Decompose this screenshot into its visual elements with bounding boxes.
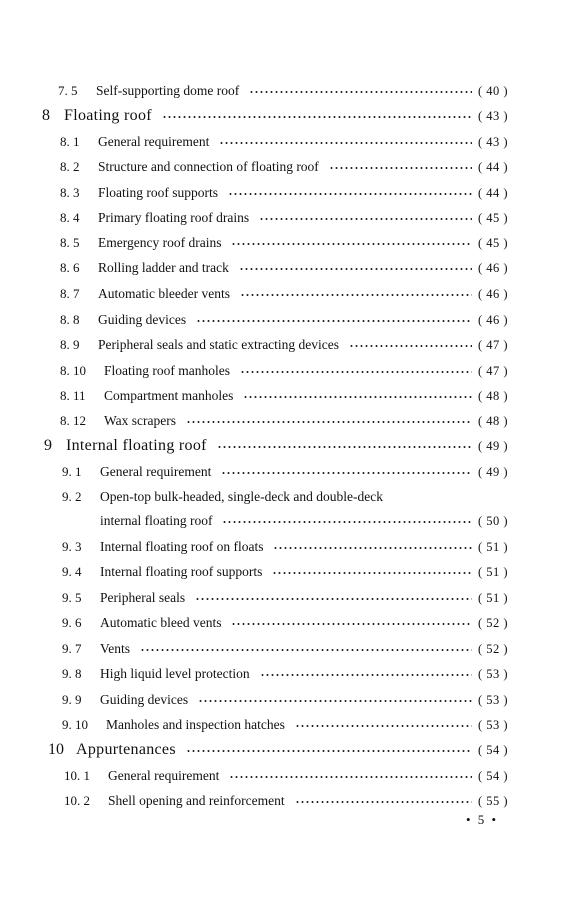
- section-number: 9. 4: [62, 564, 82, 579]
- dot-leader: [272, 572, 472, 574]
- dot-leader: [243, 396, 472, 398]
- dot-leader: [186, 750, 472, 752]
- page-ref: ( 40 ): [478, 83, 509, 98]
- toc-entry: [60, 284, 520, 304]
- section-title: Self-supporting dome roof: [96, 83, 240, 98]
- dot-leader: [195, 598, 472, 600]
- section-title: Wax scrapers: [104, 413, 177, 428]
- dot-leader: [140, 649, 472, 651]
- page-ref: ( 47 ): [478, 337, 509, 352]
- page-ref: ( 44 ): [478, 185, 509, 200]
- section-number: 8. 2: [60, 159, 80, 174]
- toc-entry: [60, 183, 520, 203]
- toc-entry: [62, 664, 520, 684]
- page-ref: ( 49 ): [478, 464, 509, 479]
- toc-chapter: [48, 740, 520, 760]
- page-ref: ( 46 ): [478, 312, 509, 327]
- toc-entry: [60, 335, 520, 355]
- section-title: Rolling ladder and track: [98, 260, 229, 275]
- section-number: 7. 5: [58, 83, 78, 98]
- section-title: Guiding devices: [100, 692, 189, 707]
- page-ref: ( 49 ): [478, 438, 509, 453]
- dot-leader: [217, 446, 472, 448]
- dot-leader: [240, 294, 472, 296]
- section-title: Internal floating roof on floats: [100, 539, 264, 554]
- toc-entry: [62, 613, 520, 633]
- dot-leader: [219, 142, 472, 144]
- section-title: Floating roof manholes: [104, 363, 230, 378]
- section-number: 8. 8: [60, 312, 80, 327]
- dot-leader: [295, 801, 472, 803]
- section-title: Automatic bleed vents: [100, 615, 222, 630]
- section-number: 8. 3: [60, 185, 80, 200]
- page-ref: ( 51 ): [478, 564, 509, 579]
- toc-entry: [60, 157, 520, 177]
- page-ref: ( 54 ): [478, 742, 509, 757]
- section-number: 9. 8: [62, 666, 82, 681]
- page-ref: ( 51 ): [478, 590, 509, 605]
- section-number: 9. 7: [62, 641, 82, 656]
- dot-leader: [186, 421, 472, 423]
- dot-leader: [196, 320, 472, 322]
- section-title: Guiding devices: [98, 312, 187, 327]
- dot-leader: [198, 700, 472, 702]
- page-ref: ( 54 ): [478, 768, 509, 783]
- chapter-title: Internal floating roof: [66, 437, 207, 454]
- page-ref: ( 46 ): [478, 286, 509, 301]
- page-ref: ( 52 ): [478, 641, 509, 656]
- dot-leader: [228, 193, 472, 195]
- section-number: 8. 11: [60, 388, 86, 403]
- toc-entry: [60, 233, 520, 253]
- toc-entry: [60, 258, 520, 278]
- chapter-number: 10: [48, 741, 64, 758]
- toc-chapter: [44, 436, 520, 456]
- section-number: 8. 4: [60, 210, 80, 225]
- section-title: Vents: [100, 641, 130, 656]
- toc-entry: [60, 411, 520, 431]
- toc-entry: [62, 562, 520, 582]
- section-number: 10. 1: [64, 768, 90, 783]
- toc-entry: [62, 487, 520, 507]
- page-ref: ( 48 ): [478, 388, 509, 403]
- section-number: 8. 1: [60, 134, 80, 149]
- section-number: 9. 10: [62, 717, 88, 732]
- page-ref: ( 45 ): [478, 210, 509, 225]
- section-title: Open-top bulk-headed, single-deck and double-deck: [100, 489, 384, 504]
- dot-leader: [295, 725, 472, 727]
- page-ref: ( 43 ): [478, 134, 509, 149]
- dot-leader: [239, 268, 472, 270]
- section-number: 8. 6: [60, 260, 80, 275]
- section-number: 9. 2: [62, 489, 82, 504]
- page-ref: ( 53 ): [478, 666, 509, 681]
- dot-leader: [231, 243, 472, 245]
- toc-entry: [62, 537, 520, 557]
- section-number: 9. 5: [62, 590, 82, 605]
- dot-leader: [273, 547, 472, 549]
- page-ref: ( 51 ): [478, 539, 509, 554]
- page-ref: ( 43 ): [478, 108, 509, 123]
- dot-leader: [249, 91, 472, 93]
- section-title: Primary floating roof drains: [98, 210, 250, 225]
- section-number: 8. 12: [60, 413, 86, 428]
- page-ref: ( 46 ): [478, 260, 509, 275]
- section-title: General requirement: [100, 464, 212, 479]
- page-ref: ( 50 ): [478, 513, 509, 528]
- page-ref: ( 55 ): [478, 793, 509, 808]
- toc-entry: [64, 766, 520, 786]
- dot-leader: [259, 218, 472, 220]
- toc-entry: [60, 310, 520, 330]
- chapter-title: Appurtenances: [76, 741, 176, 758]
- page-ref: ( 48 ): [478, 413, 509, 428]
- section-title: Shell opening and reinforcement: [108, 793, 285, 808]
- toc-entry: [60, 208, 520, 228]
- toc-entry: [62, 690, 520, 710]
- chapter-title: Floating roof: [64, 107, 152, 124]
- dot-leader: [231, 623, 472, 625]
- section-title: General requirement: [98, 134, 210, 149]
- dot-leader: [162, 116, 472, 118]
- dot-leader: [240, 371, 472, 373]
- section-number: 8. 5: [60, 235, 80, 250]
- section-number: 8. 7: [60, 286, 80, 301]
- section-number: 9. 3: [62, 539, 82, 554]
- section-title: High liquid level protection: [100, 666, 250, 681]
- section-title: General requirement: [108, 768, 220, 783]
- section-title: Manholes and inspection hatches: [106, 717, 285, 732]
- section-title: Peripheral seals and static extracting devices: [98, 337, 340, 352]
- section-title: Internal floating roof supports: [100, 564, 263, 579]
- section-title: Emergency roof drains: [98, 235, 222, 250]
- dot-leader: [329, 167, 472, 169]
- section-title: Floating roof supports: [98, 185, 218, 200]
- dot-leader: [260, 674, 472, 676]
- section-title: internal floating roof: [100, 513, 213, 528]
- toc-entry: [60, 132, 520, 152]
- toc-chapter: [42, 106, 520, 126]
- section-title: Automatic bleeder vents: [98, 286, 230, 301]
- toc-entry: [60, 386, 520, 406]
- dot-leader: [229, 776, 472, 778]
- toc-entry-continuation: [62, 511, 520, 531]
- toc-entry: [62, 639, 520, 659]
- chapter-number: 9: [44, 437, 52, 454]
- section-number: 8. 10: [60, 363, 86, 378]
- toc-entry: [58, 81, 520, 101]
- toc-entry: [62, 715, 520, 735]
- section-number: 8. 9: [60, 337, 80, 352]
- dot-leader: [221, 472, 472, 474]
- section-number: 10. 2: [64, 793, 90, 808]
- toc-entry: [60, 361, 520, 381]
- section-title: Structure and connection of floating roof: [98, 159, 319, 174]
- dot-leader: [222, 521, 472, 523]
- page-ref: ( 53 ): [478, 717, 509, 732]
- toc-entry: [62, 462, 520, 482]
- chapter-number: 8: [42, 107, 50, 124]
- page-ref: ( 44 ): [478, 159, 509, 174]
- toc-entry: [64, 791, 520, 811]
- page-ref: ( 53 ): [478, 692, 509, 707]
- page-number-footer: • 5 •: [466, 812, 499, 827]
- section-title: Compartment manholes: [104, 388, 234, 403]
- section-number: 9. 6: [62, 615, 82, 630]
- section-title: Peripheral seals: [100, 590, 186, 605]
- page-ref: ( 52 ): [478, 615, 509, 630]
- page-ref: ( 47 ): [478, 363, 509, 378]
- toc-entry: [62, 588, 520, 608]
- dot-leader: [349, 345, 472, 347]
- section-number: 9. 1: [62, 464, 82, 479]
- page-ref: ( 45 ): [478, 235, 509, 250]
- section-number: 9. 9: [62, 692, 82, 707]
